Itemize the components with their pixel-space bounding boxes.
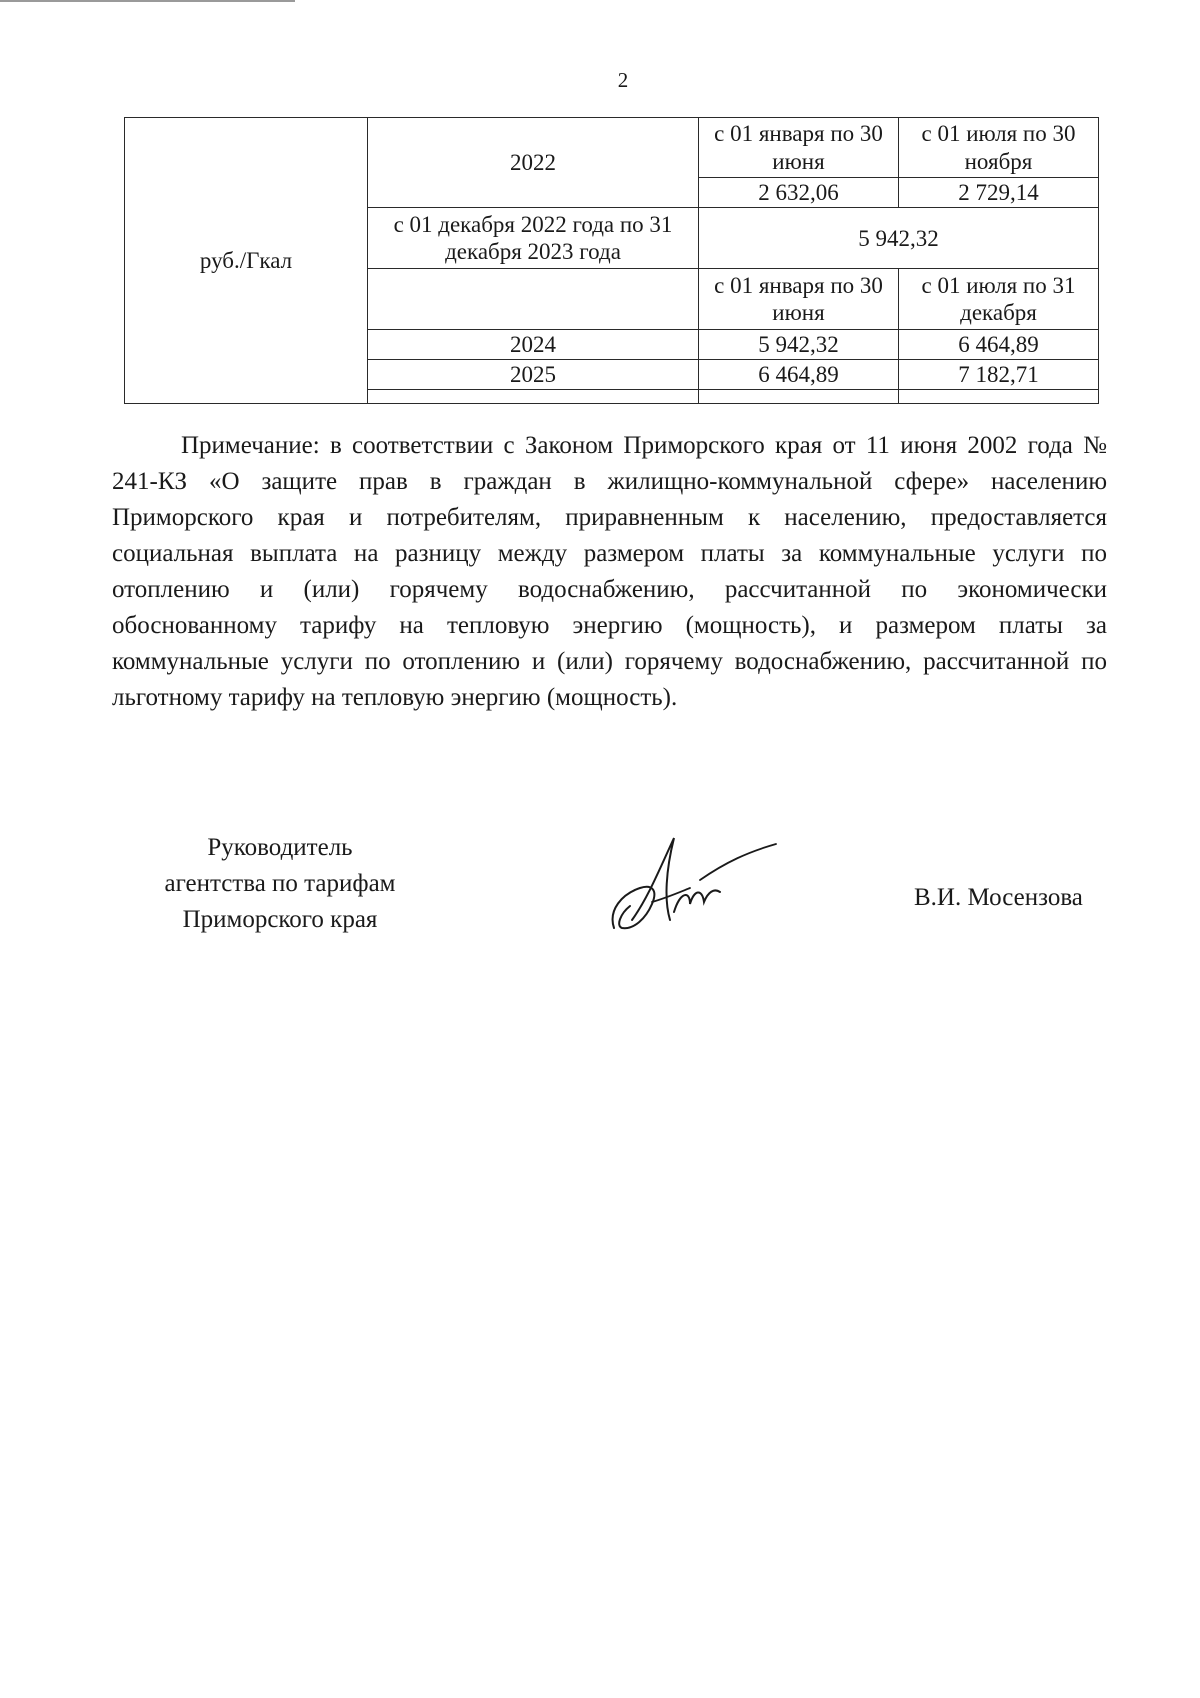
period-h2-header-cell: с 01 июля по 31 декабря (899, 269, 1099, 330)
spacer-cell (699, 390, 899, 404)
value-2022-h2-cell: 2 729,14 (899, 178, 1099, 208)
period-2022-h2-cell: с 01 июля по 30 ноября (899, 118, 1099, 178)
scan-edge-artifact (0, 0, 295, 2)
value-2022-h1-cell: 2 632,06 (699, 178, 899, 208)
note-paragraph: Примечание: в соответствии с Законом Приморского края от 11 июня 2002 года № 241-КЗ «О защите прав в граждан в жилищно-коммунальной сфере» населению Приморского края и потребителям, приравненным к населению, предоставляется социальная выплата на разницу между размером платы за коммунальные услуги по отоплению и (или) горячему водоснабжению, рассчитанной по экономически обоснованному тарифу на тепловую энергию (мощность), и размером платы за коммунальные услуги по отоплению и (или) горячему водоснабжению, рассчитанной по льготному тарифу на тепловую энергию (мощность). (112, 432, 1107, 711)
value-2024-h2-cell: 6 464,89 (899, 330, 1099, 360)
period-2022-h1-cell: с 01 января по 30 июня (699, 118, 899, 178)
page-number: 2 (617, 68, 629, 92)
tariff-table (124, 117, 1099, 404)
signer-title-line: агентства по тарифам (164, 870, 396, 897)
year-2025-cell: 2025 (368, 360, 699, 390)
handwritten-signature (608, 828, 780, 936)
signer-name: В.И. Мосензова (914, 884, 1083, 911)
value-dec2022-2023-cell: 5 942,32 (699, 208, 1099, 269)
spacer-cell (899, 390, 1099, 404)
period-h1-header-cell: с 01 января по 30 июня (699, 269, 899, 330)
value-2025-h2-cell: 7 182,71 (899, 360, 1099, 390)
value-2024-h1-cell: 5 942,32 (699, 330, 899, 360)
unit-cell: руб./Гкал (125, 118, 368, 404)
signer-title-line: Приморского края (182, 906, 378, 933)
signer-title (110, 830, 450, 938)
signer-title-line: Руководитель (207, 834, 353, 861)
value-2025-h1-cell: 6 464,89 (699, 360, 899, 390)
empty-period-cell (368, 269, 699, 330)
spacer-cell (368, 390, 699, 404)
year-2022-cell: 2022 (368, 118, 699, 208)
year-2024-cell: 2024 (368, 330, 699, 360)
period-dec2022-2023-cell: с 01 декабря 2022 года по 31 декабря 2023 года (368, 208, 699, 269)
